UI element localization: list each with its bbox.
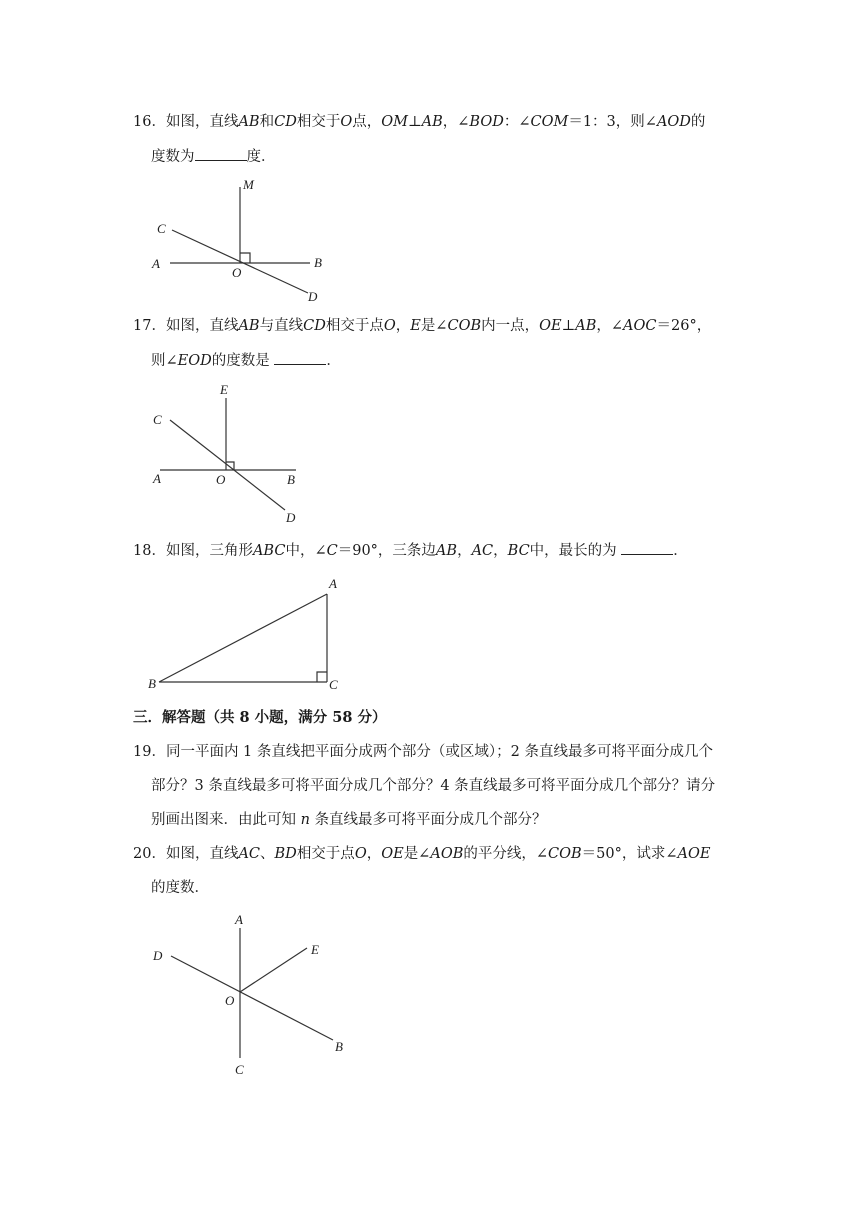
label-E: E (311, 942, 319, 957)
q20-line1: 20．如图，直线AC、BD相交于点O，OE是∠AOB的平分线，∠COB＝50°，试求∠AOE (133, 846, 711, 862)
label-A: A (152, 256, 160, 271)
label-C: C (153, 412, 162, 427)
label-O: O (216, 472, 226, 487)
label-B: B (335, 1039, 343, 1054)
label-A: A (235, 912, 243, 927)
label-B: B (148, 676, 156, 691)
q19-line1: 19．同一平面内 1 条直线把平面分成两个部分（或区域）；2 条直线最多可将平面分成几个 (133, 744, 713, 760)
answer-blank (195, 146, 247, 161)
q18-figure (145, 572, 365, 692)
q17-line2: 则∠EOD的度数是 ． (151, 350, 341, 371)
label-D: D (286, 510, 296, 525)
label-A: A (329, 576, 337, 591)
answer-blank (274, 350, 326, 365)
label-C: C (329, 677, 338, 692)
answer-blank (621, 540, 673, 555)
label-A: A (153, 471, 161, 486)
q19-line2: 部分？3 条直线最多可将平面分成几个部分？4 条直线最多可将平面分成几个部分？请分 (151, 778, 716, 794)
label-D: D (153, 948, 163, 963)
q17-figure (150, 380, 350, 530)
q20-line2: 的度数． (151, 880, 209, 896)
q18-line1: 18．如图，三角形ABC中，∠C＝90°，三条边AB，AC，BC中，最长的为 ． (133, 540, 688, 561)
label-O: O (232, 265, 242, 280)
label-E: E (220, 382, 228, 397)
label-M: M (243, 177, 254, 192)
label-O: O (225, 993, 235, 1008)
q20-figure (145, 910, 365, 1080)
section-heading: 三．解答题（共 8 小题，满分 58 分） (133, 709, 387, 726)
q19-line3: 别画出图来．由此可知 n 条直线最多可将平面分成几个部分？ (151, 812, 547, 828)
label-D: D (308, 289, 318, 304)
q16-line2: 度数为 度． (151, 146, 276, 167)
q16-line1: 16．如图，直线AB和CD相交于O点，OM⊥AB，∠BOD：∠COM＝1：3，则∠AOD的 (133, 114, 706, 130)
label-B: B (287, 472, 295, 487)
label-B: B (314, 255, 322, 270)
q17-line1: 17．如图，直线AB与直线CD相交于点O，E是∠COB内一点，OE⊥AB，∠AOC＝26°， (133, 318, 712, 334)
q16-figure (150, 175, 350, 305)
label-C: C (157, 221, 166, 236)
label-C: C (235, 1062, 244, 1077)
